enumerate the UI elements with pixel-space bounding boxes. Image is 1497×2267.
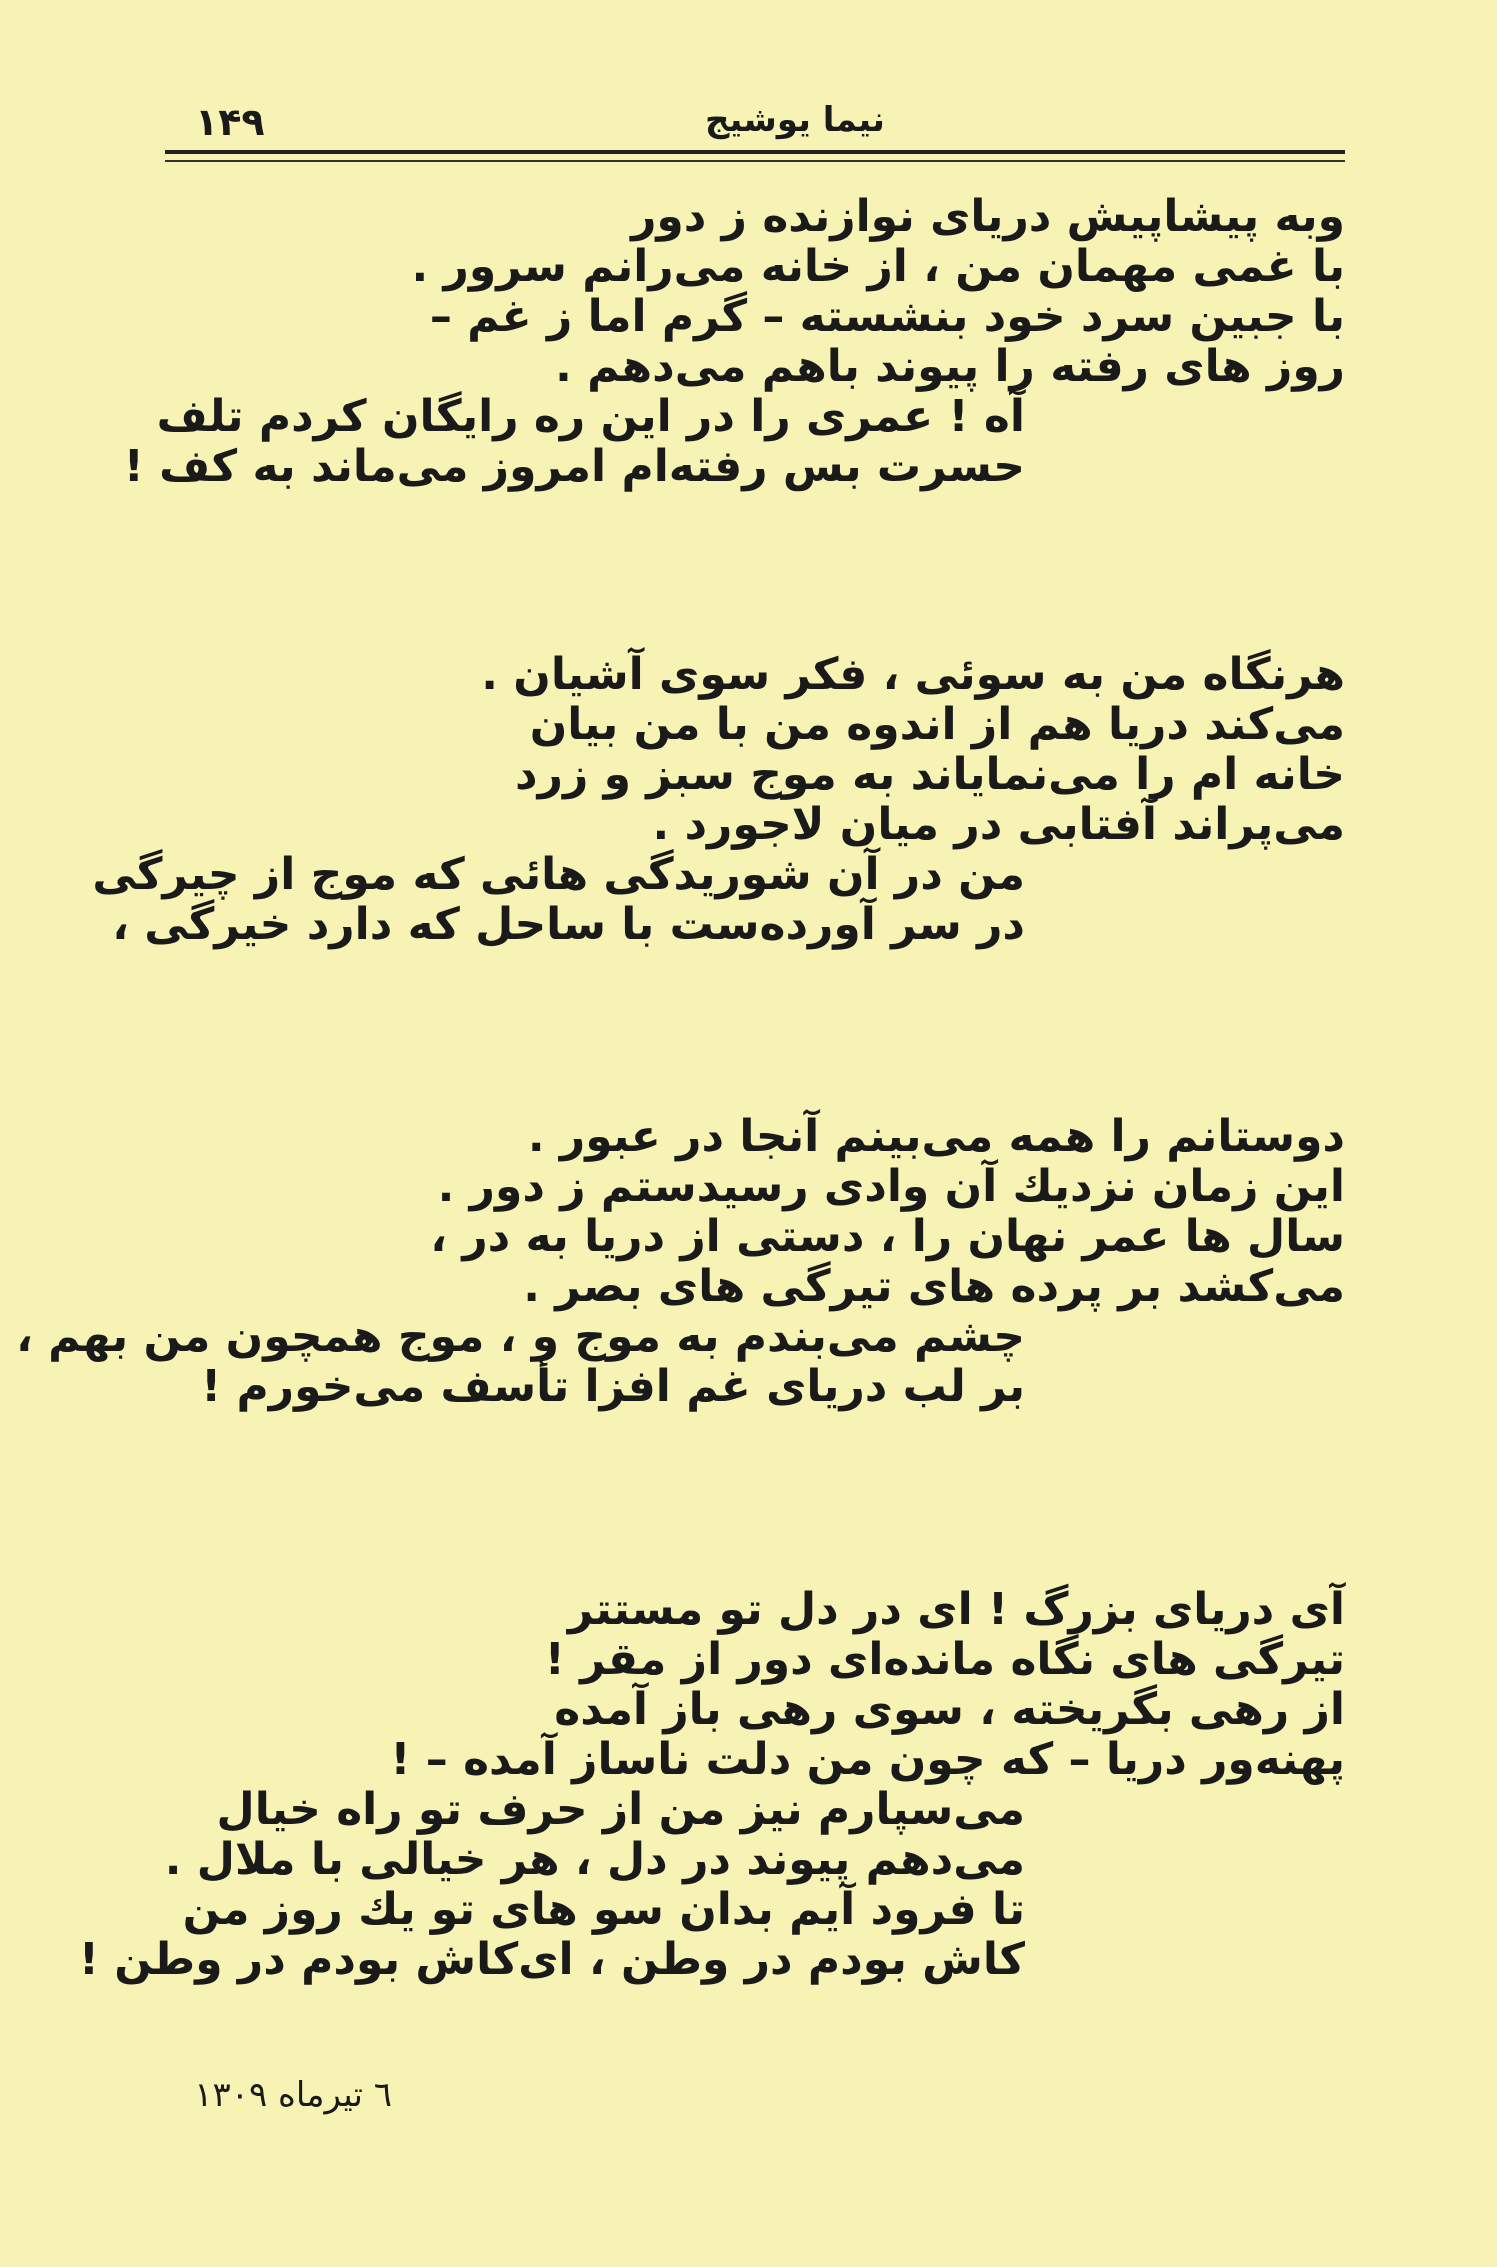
poem-line: تیرگی های نگاه مانده‌ای دور از مقر ! xyxy=(544,1634,1345,1685)
poem-line: سال ها عمر نهان را ، دستی از دریا به در ، xyxy=(430,1211,1345,1262)
poem-line: هرنگاه من به سوئی ، فکر سوی آشیان . xyxy=(481,649,1345,700)
poem-date: ٦ تیرماه ۱۳۰۹ xyxy=(194,2075,392,2115)
header-rule xyxy=(165,150,1345,154)
poem-line: آی دریای بزرگ ! ای در دل تو مستتر xyxy=(567,1584,1345,1635)
poem-line: خانه ام را می‌نمایاند به موج سبز و زرد xyxy=(515,749,1345,800)
poem-line: از رهی بگریخته ، سوی رهی باز آمده xyxy=(554,1684,1345,1735)
page-header xyxy=(165,100,1345,150)
poem-line: با غمی مهمان من ، از خانه می‌رانم سرور . xyxy=(411,241,1345,292)
poem-line-indented: می‌دهم پیوند در دل ، هر خیالی با ملال . xyxy=(164,1834,1025,1885)
page-number: ۱۴۹ xyxy=(195,100,265,144)
poem-line: می‌کند دریا هم از اندوه من با من بیان xyxy=(529,699,1345,750)
poem-line-indented: در سر آورده‌ست با ساحل که دارد خیرگی ، xyxy=(112,899,1025,950)
poem-line-indented: حسرت بس رفته‌ام امروز می‌ماند به کف ! xyxy=(123,441,1025,492)
poem-line-indented: آه ! عمری را در این ره رایگان کردم تلف xyxy=(156,391,1025,442)
poem-line-indented: من در آن شوریدگی هائی که موج از چیرگی xyxy=(92,849,1025,900)
poem-line-indented: تا فرود آیم بدان سو های تو یك روز من xyxy=(182,1884,1025,1935)
poem-line-indented: کاش بودم در وطن ، ای‌کاش بودم در وطن ! xyxy=(78,1934,1025,1985)
stanza-2 xyxy=(92,649,1345,950)
poem-line: دوستانم را همه می‌بینم آنجا در عبور . xyxy=(527,1111,1345,1162)
poem-line: می‌کشد بر پرده های تیرگی های بصر . xyxy=(523,1261,1345,1312)
stanza-3 xyxy=(16,1111,1345,1412)
poem-line: با جبین سرد خود بنشسته – گرم اما ز غم – xyxy=(429,291,1345,342)
poem-line-indented: چشم می‌بندم به موج و ، موج همچون من بهم ، xyxy=(16,1311,1025,1362)
poem-line-indented: می‌سپارم نیز من از حرف تو راه خیال xyxy=(216,1784,1025,1835)
stanza-1 xyxy=(123,191,1345,492)
poem-line-indented: بر لب دریای غم افزا تأسف می‌خورم ! xyxy=(201,1361,1025,1412)
poem-line: پهنه‌ور دریا – که چون من دلت ناساز آمده – ! xyxy=(390,1734,1345,1785)
poem-line: روز های رفته را پیوند باهم می‌دهم . xyxy=(555,341,1345,392)
running-title: نیما یوشیج xyxy=(705,100,885,140)
stanza-4 xyxy=(78,1584,1345,1985)
poem-line: می‌پراند آفتابی در میان لاجورد . xyxy=(652,799,1345,850)
poem-line: این زمان نزدیك آن وادی رسیدستم ز دور . xyxy=(437,1161,1345,1212)
header-rule-thin xyxy=(165,160,1345,162)
poem-line: وبه پیشاپیش دریای نوازنده ز دور xyxy=(631,191,1345,242)
